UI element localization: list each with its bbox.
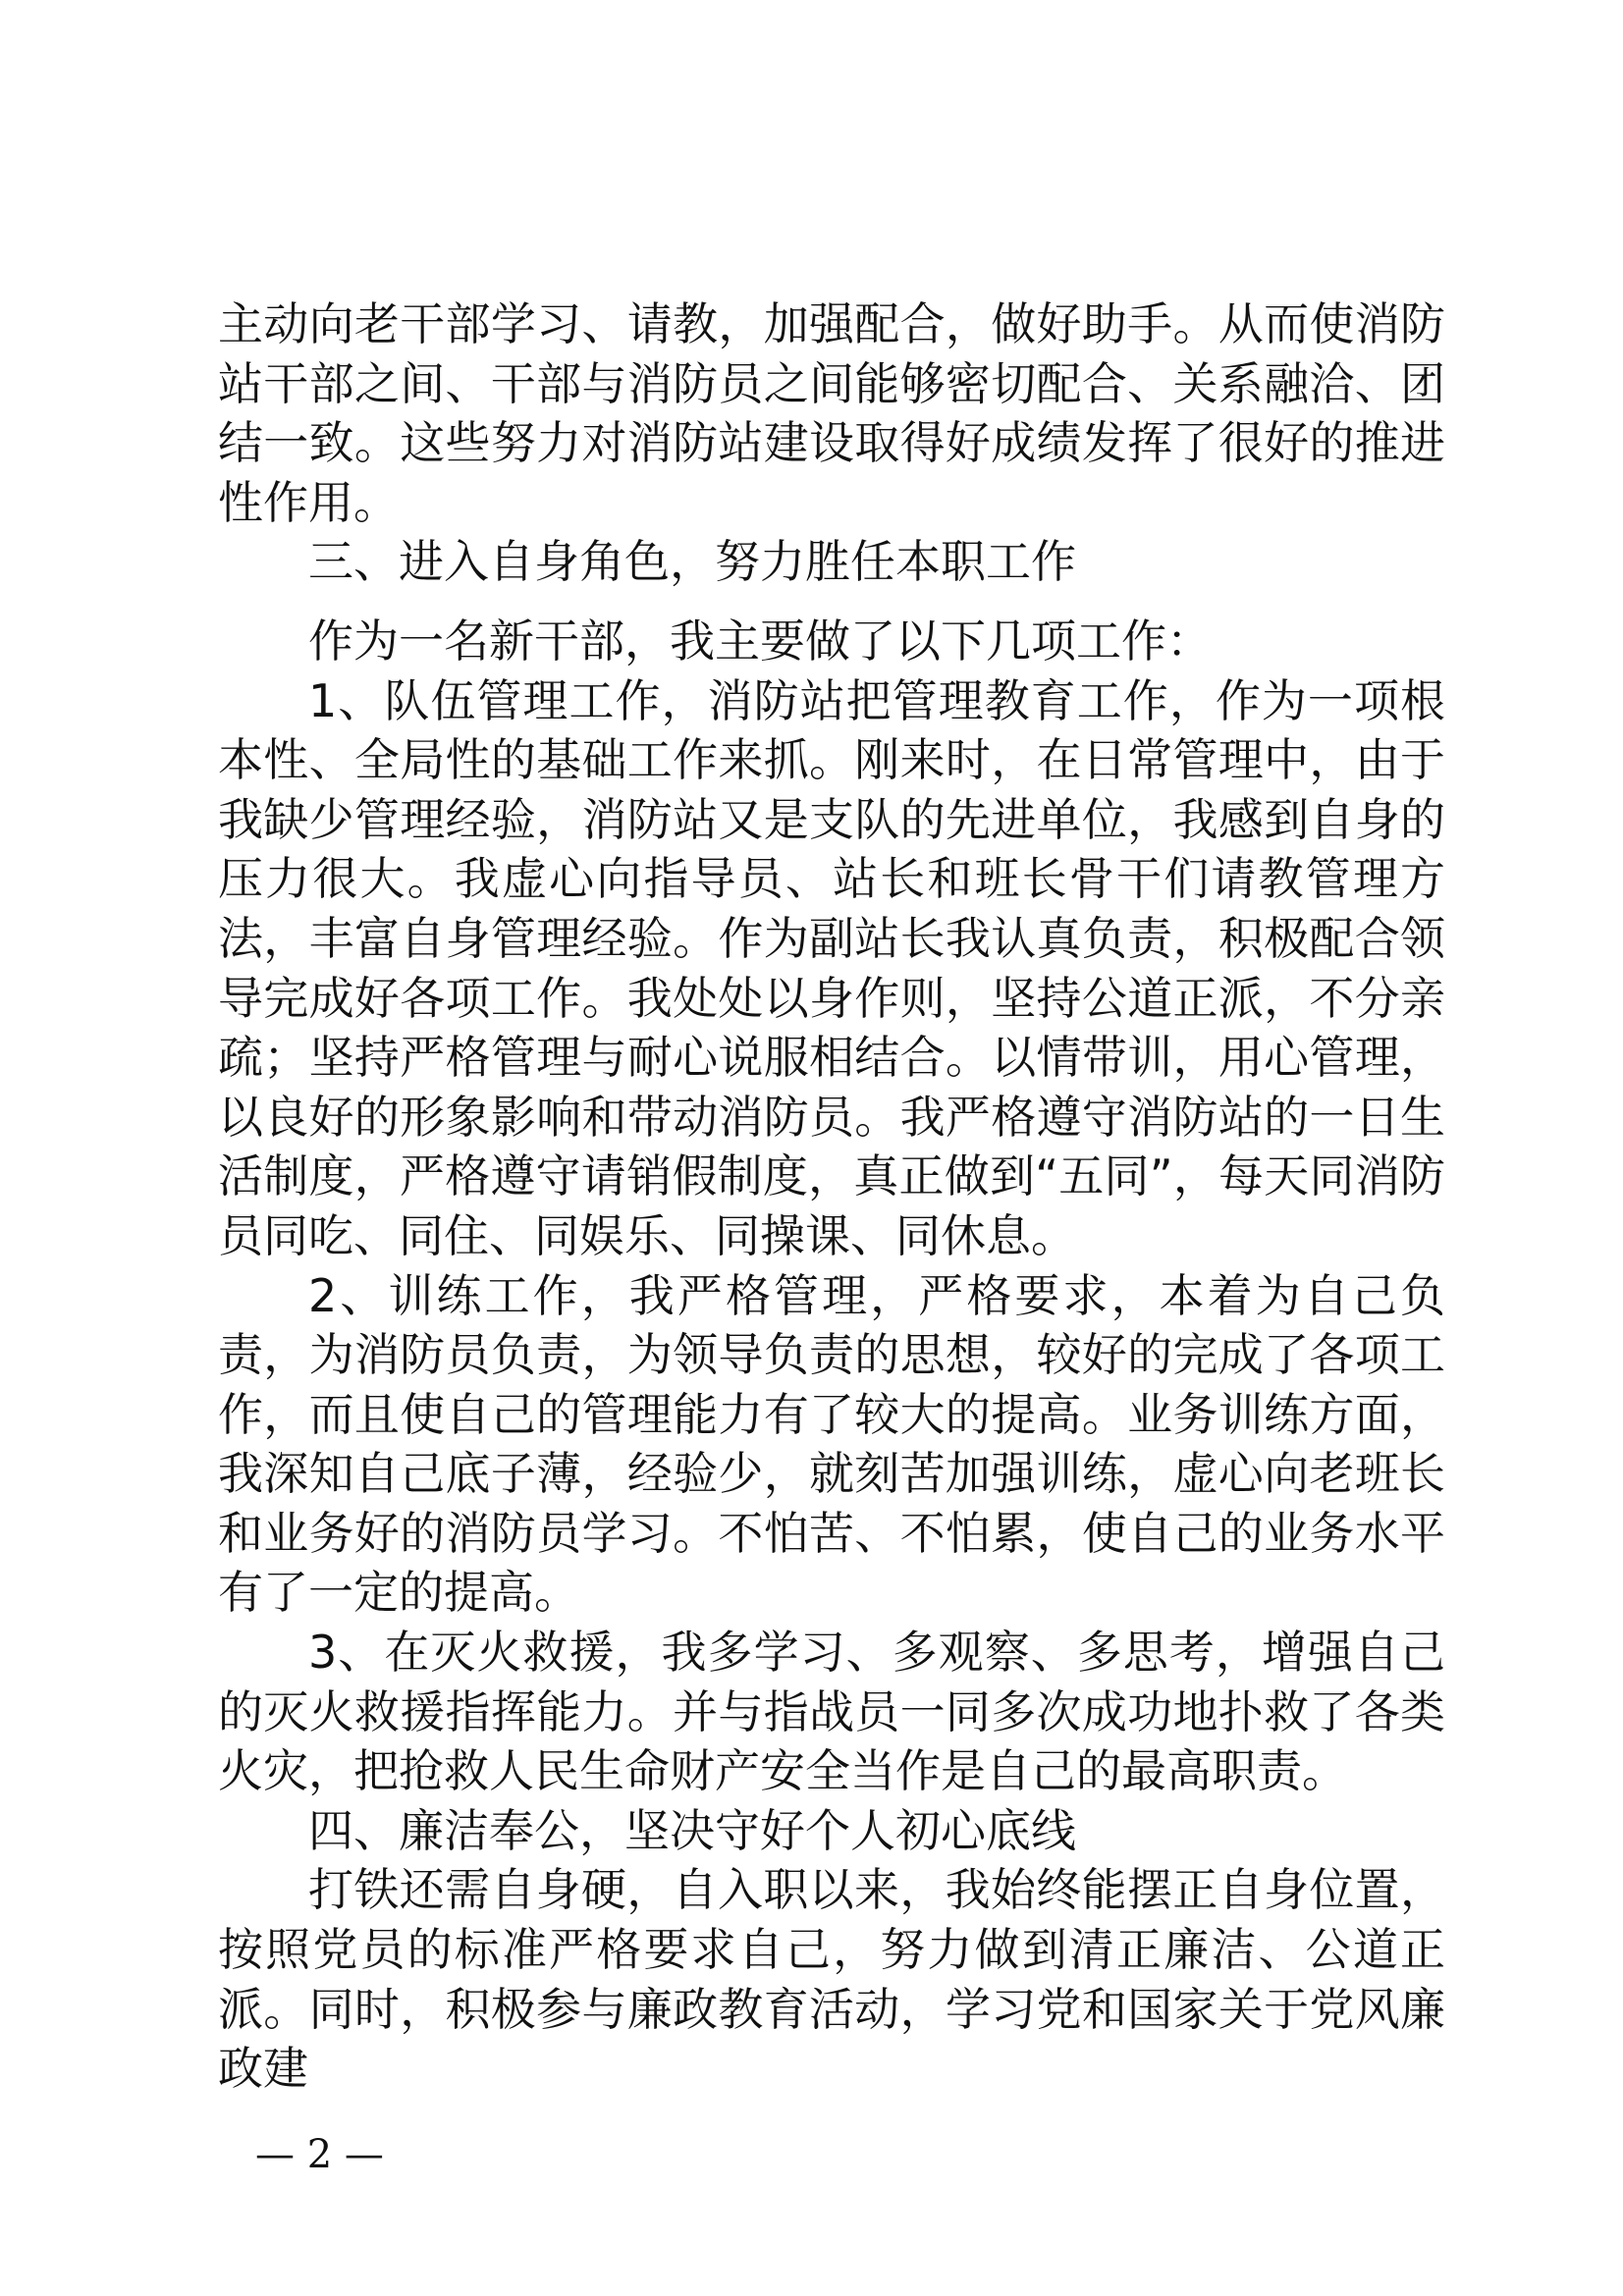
paragraph-intro: 作为一名新干部，我主要做了以下几项工作： [308,614,1212,667]
paragraph-item-1: 1、队伍管理工作，消防站把管理教育工作，作为一项根本性、全局性的基础工作来抓。刚来时，在日常管理中，由于我缺少管理经验，消防站又是支队的先进单位，我感到自身的压力很大。我虚心向指导员、站长和班长骨干们请教管理方法，丰富自身管理经验。作为副站长我认真负责，积极配合领导完成好各项工作。我处处以身作则，坚持公道正派，不分亲疏；坚持严格管理与耐心说服相结合。以情带训，用心管理，以良好的形象影响和带动消防员。我严格遵守消防站的一日生活制度，严格遵守请销假制度，真正做到“五同”，每天同消防员同吃、同住、同娱乐、同操课、同休息。 [218,673,1445,1262]
section-heading-4: 四、廉洁奉公，坚决守好个人初心底线 [308,1803,1076,1857]
document-body [218,294,1445,2099]
paragraph-integrity: 打铁还需自身硬，自入职以来，我始终能摆正自身位置，按照党员的标准严格要求自己，努力做到清正廉洁、公道正派。同时，积极参与廉政教育活动，学习党和国家关于党风廉政建 [218,1863,1445,2096]
section-heading-3: 三、进入自身角色，努力胜任本职工作 [308,535,1076,589]
paragraph-item-3: 3、在灭火救援，我多学习、多观察、多思考，增强自己的灭火救援指挥能力。并与指战员一同多次成功地扑救了各类火灾，把抢救人民生命财产安全当作是自己的最高职责。 [218,1626,1445,1798]
paragraph-continuation: 主动向老干部学习、请教，加强配合，做好助手。从而使消防站干部之间、干部与消防员之间能够密切配合、关系融洽、团结一致。这些努力对消防站建设取得好成绩发挥了很好的推进性作用。 [218,297,1445,529]
paragraph-item-2: 2、训练工作，我严格管理，严格要求，本着为自己负责，为消防员负责，为领导负责的思想，较好的完成了各项工作，而且使自己的管理能力有了较大的提高。业务训练方面，我深知自己底子薄，经验少，就刻苦加强训练，虚心向老班长和业务好的消防员学习。不怕苦、不怕累，使自己的业务水平有了一定的提高。 [218,1268,1445,1620]
spacer [218,592,1445,612]
page-number: — 2 — [255,2132,384,2177]
